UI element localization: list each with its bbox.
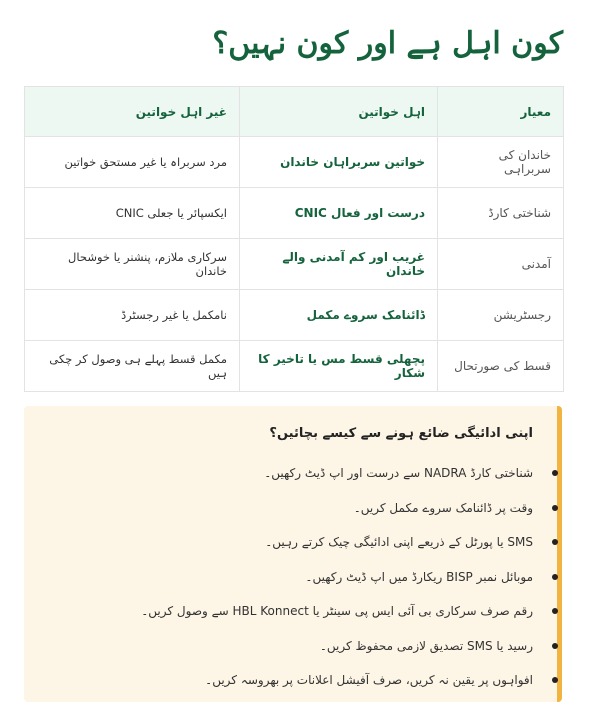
- tip-text: رقم صرف سرکاری بی آئی ایس پی سینٹر یا HBL Konnect سے وصول کریں۔: [141, 604, 533, 618]
- tips-list: [24, 456, 557, 698]
- table-row: [25, 290, 564, 341]
- row-ineligible: سرکاری ملازم، پنشنر یا خوشحال خاندان: [25, 239, 240, 290]
- table-header-row: [25, 87, 564, 137]
- tip-text: SMS یا پورٹل کے ذریعے اپنی ادائیگی چیک کرتے رہیں۔: [265, 535, 533, 549]
- page-title: کون اہل ہے اور کون نہیں؟: [212, 26, 563, 61]
- list-item: [24, 525, 557, 560]
- bullet-icon: [552, 643, 558, 649]
- row-criterion: شناختی کارڈ: [438, 188, 564, 239]
- tip-text: وقت پر ڈائنامک سروے مکمل کریں۔: [353, 500, 533, 515]
- table-row: [25, 341, 564, 392]
- bullet-icon: [552, 574, 558, 580]
- eligibility-table: [24, 86, 564, 392]
- tip-text: شناختی کارڈ NADRA سے درست اور اپ ڈیٹ رکھیں۔: [264, 466, 533, 480]
- list-item: [24, 560, 557, 595]
- row-criterion: آمدنی: [438, 239, 564, 290]
- bullet-icon: [552, 505, 558, 511]
- row-eligible: درست اور فعال CNIC: [240, 188, 438, 239]
- row-criterion: قسط کی صورتحال: [438, 341, 564, 392]
- row-criterion: خاندان کی سربراہی: [438, 137, 564, 188]
- list-item: [24, 629, 557, 664]
- list-item: [24, 594, 557, 629]
- row-eligible: ڈائنامک سروے مکمل: [240, 290, 438, 341]
- table-row: [25, 188, 564, 239]
- tip-text: رسید یا SMS تصدیق لازمی محفوظ کریں۔: [319, 638, 533, 653]
- row-eligible: خواتین سربراہان خاندان: [240, 137, 438, 188]
- table-row: [25, 137, 564, 188]
- tips-heading: اپنی ادائیگی ضائع ہونے سے کیسے بچائیں؟: [269, 426, 533, 441]
- bullet-icon: [552, 539, 558, 545]
- row-ineligible: ایکسپائر یا جعلی CNIC: [25, 188, 240, 239]
- header-ineligible: غیر اہل خواتین: [25, 87, 240, 137]
- header-criterion: معیار: [438, 87, 564, 137]
- tips-box: [24, 406, 562, 702]
- row-ineligible: مرد سربراہ یا غیر مستحق خواتین: [25, 137, 240, 188]
- bullet-icon: [552, 608, 558, 614]
- tip-text: افواہوں پر یقین نہ کریں، صرف آفیشل اعلانات پر بھروسہ کریں۔: [205, 673, 533, 687]
- bullet-icon: [552, 470, 558, 476]
- bullet-icon: [552, 677, 558, 683]
- list-item: [24, 663, 557, 698]
- row-eligible: پچھلی قسط مس یا تاخیر کا شکار: [240, 341, 438, 392]
- table-row: [25, 239, 564, 290]
- row-criterion: رجسٹریشن: [438, 290, 564, 341]
- row-eligible: غریب اور کم آمدنی والے خاندان: [240, 239, 438, 290]
- tip-text: موبائل نمبر BISP ریکارڈ میں اپ ڈیٹ رکھیں۔: [305, 569, 533, 584]
- row-ineligible: نامکمل یا غیر رجسٹرڈ: [25, 290, 240, 341]
- list-item: [24, 456, 557, 491]
- header-eligible: اہل خواتین: [240, 87, 438, 137]
- row-ineligible: مکمل قسط پہلے ہی وصول کر چکی ہیں: [25, 341, 240, 392]
- list-item: [24, 491, 557, 526]
